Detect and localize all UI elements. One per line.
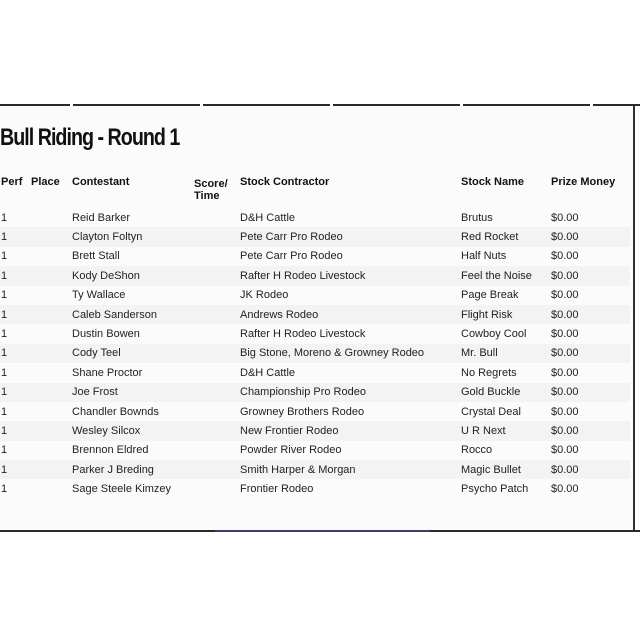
cell-contractor: Andrews Rodeo <box>240 305 461 324</box>
cell-perf: 1 <box>0 266 31 285</box>
cell-perf: 1 <box>1 211 8 224</box>
cell-place <box>31 227 72 246</box>
cell-prize: $0.00 <box>551 266 630 285</box>
cell-score <box>194 305 240 324</box>
col-header-score: Score/ Time <box>194 178 228 202</box>
cell-prize: $0.00 <box>551 366 579 379</box>
table-row <box>0 479 630 498</box>
cell-contractor: D&H Cattle <box>240 366 296 379</box>
cell-contestant: Wesley Silcox <box>72 421 194 440</box>
cell-stock: Red Rocket <box>461 227 551 246</box>
cell-contractor: Pete Carr Pro Rodeo <box>240 227 461 246</box>
cell-perf: 1 <box>1 444 8 457</box>
table-row <box>0 402 630 421</box>
table-row <box>0 286 630 305</box>
cell-place <box>31 286 72 305</box>
cell-perf: 1 <box>0 383 31 402</box>
cell-prize: $0.00 <box>551 344 630 363</box>
cell-stock: Mr. Bull <box>461 344 551 363</box>
col-header-perf: Perf <box>1 176 23 188</box>
cell-contestant: Caleb Sanderson <box>72 305 194 324</box>
cell-place <box>31 421 72 440</box>
cell-score <box>194 363 240 382</box>
cell-contractor: Rafter H Rodeo Livestock <box>240 328 366 341</box>
cell-perf: 1 <box>1 483 8 496</box>
cell-score <box>194 227 240 246</box>
cell-stock: No Regrets <box>461 366 517 379</box>
col-header-prize: Prize Money <box>551 176 616 188</box>
col-header-contractor: Stock Contractor <box>240 176 330 188</box>
table-row <box>0 266 630 285</box>
cell-stock: Half Nuts <box>461 250 507 263</box>
table-row <box>0 460 630 479</box>
table-row <box>0 421 630 440</box>
cell-place <box>31 247 72 266</box>
cell-perf: 1 <box>1 328 8 341</box>
cell-contractor: JK Rodeo <box>240 289 289 302</box>
table-row <box>0 208 630 227</box>
cell-prize: $0.00 <box>551 289 579 302</box>
cell-score <box>194 402 240 421</box>
cell-score <box>194 460 240 479</box>
cell-prize: $0.00 <box>551 227 630 246</box>
col-header-contestant: Contestant <box>72 176 130 188</box>
cell-score <box>194 479 240 498</box>
cell-place <box>31 402 72 421</box>
table-row <box>0 441 630 460</box>
cell-prize: $0.00 <box>551 421 630 440</box>
cell-contractor: D&H Cattle <box>240 211 296 224</box>
cell-stock: Rocco <box>461 444 493 457</box>
cell-place <box>31 383 72 402</box>
cell-stock: Feel the Noise <box>461 266 551 285</box>
cell-perf: 1 <box>1 366 8 379</box>
cell-stock: Brutus <box>461 211 493 224</box>
cell-place <box>31 324 72 343</box>
cell-contestant: Dustin Bowen <box>72 328 140 341</box>
cell-place <box>31 344 72 363</box>
cell-contestant: Chandler Bownds <box>72 405 159 418</box>
cell-stock: Magic Bullet <box>461 460 551 479</box>
cell-contractor: New Frontier Rodeo <box>240 421 461 440</box>
cell-contestant: Joe Frost <box>72 383 194 402</box>
cell-contestant: Kody DeShon <box>72 266 194 285</box>
cell-stock: Flight Risk <box>461 305 551 324</box>
cell-stock: Page Break <box>461 289 519 302</box>
col-header-place: Place <box>31 176 60 188</box>
cell-contestant: Brennon Eldred <box>72 444 149 457</box>
cell-contestant: Parker J Breding <box>72 460 194 479</box>
cell-perf: 1 <box>0 344 31 363</box>
cell-contestant: Ty Wallace <box>72 289 126 302</box>
cell-contestant: Brett Stall <box>72 250 120 263</box>
cell-place <box>31 441 72 460</box>
table-row <box>0 227 630 246</box>
results-table <box>0 176 630 499</box>
cell-prize: $0.00 <box>551 483 579 496</box>
cell-contestant: Sage Steele Kimzey <box>72 483 172 496</box>
cell-perf: 1 <box>0 227 31 246</box>
table-row <box>0 247 630 266</box>
table-row <box>0 344 630 363</box>
cell-contractor: Pete Carr Pro Rodeo <box>240 250 343 263</box>
cell-stock: U R Next <box>461 421 551 440</box>
table-row <box>0 383 630 402</box>
cell-contestant: Shane Proctor <box>72 366 143 379</box>
cell-score <box>194 344 240 363</box>
cell-score <box>194 266 240 285</box>
cell-contractor: Growney Brothers Rodeo <box>240 405 365 418</box>
table-row <box>0 324 630 343</box>
cell-perf: 1 <box>0 460 31 479</box>
cell-score <box>194 286 240 305</box>
cell-contestant: Reid Barker <box>72 211 131 224</box>
cell-place <box>31 266 72 285</box>
cell-stock: Crystal Deal <box>461 405 521 418</box>
cell-score <box>194 324 240 343</box>
cell-contestant: Cody Teel <box>72 344 194 363</box>
cell-score <box>194 247 240 266</box>
table-row <box>0 305 630 324</box>
cell-place <box>31 479 72 498</box>
right-border <box>633 106 635 530</box>
cell-perf: 1 <box>1 250 8 263</box>
cell-prize: $0.00 <box>551 211 579 224</box>
cell-place <box>31 363 72 382</box>
cell-contestant: Clayton Foltyn <box>72 227 194 246</box>
cell-place <box>31 305 72 324</box>
cell-contractor: Smith Harper & Morgan <box>240 460 461 479</box>
cell-perf: 1 <box>0 305 31 324</box>
cell-prize: $0.00 <box>551 328 579 341</box>
cell-contractor: Frontier Rodeo <box>240 483 314 496</box>
cell-score <box>194 441 240 460</box>
cell-perf: 1 <box>1 405 8 418</box>
cell-contractor: Rafter H Rodeo Livestock <box>240 266 461 285</box>
col-header-stock-name: Stock Name <box>461 176 524 188</box>
table-row <box>0 363 630 382</box>
cell-score <box>194 383 240 402</box>
cell-prize: $0.00 <box>551 383 630 402</box>
cell-place <box>31 208 72 227</box>
cell-prize: $0.00 <box>551 460 630 479</box>
cell-prize: $0.00 <box>551 250 579 263</box>
cell-contractor: Championship Pro Rodeo <box>240 383 461 402</box>
cell-place <box>31 460 72 479</box>
cell-prize: $0.00 <box>551 444 579 457</box>
cell-contractor: Big Stone, Moreno & Growney Rodeo <box>240 344 461 363</box>
cell-score <box>194 208 240 227</box>
cell-stock: Cowboy Cool <box>461 328 527 341</box>
cell-score <box>194 421 240 440</box>
cell-prize: $0.00 <box>551 305 630 324</box>
page-title: Bull Riding - Round 1 <box>0 124 180 151</box>
header-row <box>0 176 630 208</box>
cell-perf: 1 <box>1 289 8 302</box>
cell-stock: Gold Buckle <box>461 383 551 402</box>
cell-perf: 1 <box>0 421 31 440</box>
cell-prize: $0.00 <box>551 405 579 418</box>
bottom-border <box>0 530 640 532</box>
cell-contractor: Powder River Rodeo <box>240 444 342 457</box>
cell-stock: Psycho Patch <box>461 483 529 496</box>
